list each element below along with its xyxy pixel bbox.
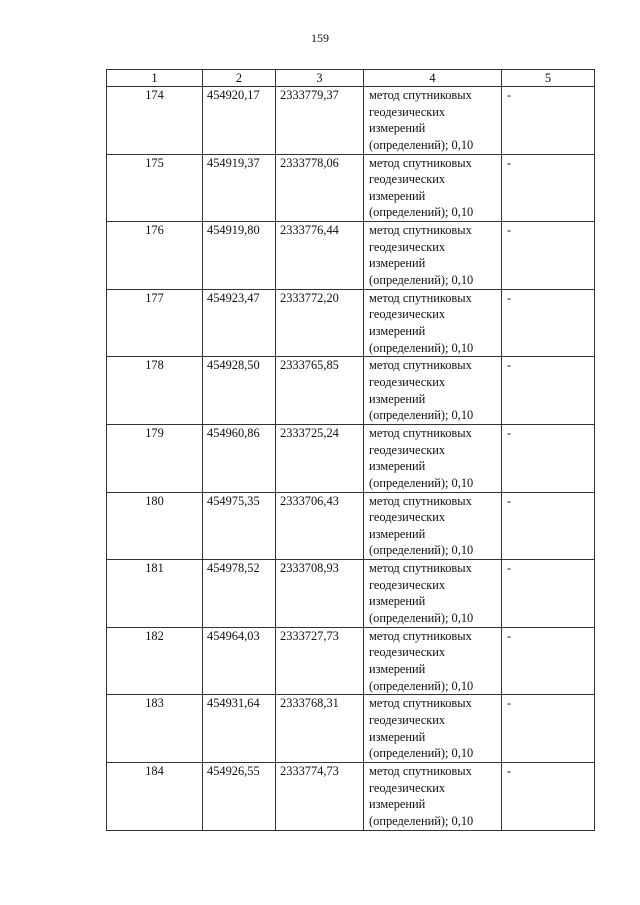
header-col-3: 3 [276,70,364,87]
method-line: измерений [369,797,426,812]
header-col-4: 4 [364,70,502,87]
note-cell: - [502,87,595,155]
method-line: (определений); 0,10 [369,746,474,761]
method-line: измерений [369,323,426,338]
note-cell: - [502,424,595,492]
method-line: измерений [369,594,426,609]
method-cell [364,492,502,560]
coordinate-x: 454926,55 [203,762,276,830]
method-cell [364,87,502,155]
method-line: метод спутниковых [369,696,472,711]
method-line: (определений); 0,10 [369,475,474,490]
coordinate-y: 2333779,37 [276,87,364,155]
method-line: метод спутниковых [369,290,472,305]
note-cell: - [502,627,595,695]
coordinate-x: 454923,47 [203,289,276,357]
table-row [107,357,595,425]
header-col-5: 5 [502,70,595,87]
method-line: геодезических [369,712,446,727]
method-cell [364,222,502,290]
method-line: геодезических [369,510,446,525]
note-cell: - [502,492,595,560]
point-number: 178 [107,357,203,425]
method-line: геодезических [369,374,446,389]
coordinates-table [106,69,595,831]
method-line: измерений [369,661,426,676]
coordinate-x: 454919,37 [203,154,276,222]
coordinate-y: 2333765,85 [276,357,364,425]
point-number: 183 [107,695,203,763]
page-number: 159 [311,31,329,45]
method-cell [364,560,502,628]
method-line: геодезических [369,645,446,660]
method-line: метод спутниковых [369,763,472,778]
method-line: метод спутниковых [369,425,472,440]
method-line: геодезических [369,780,446,795]
method-line: (определений); 0,10 [369,137,474,152]
method-line: метод спутниковых [369,628,472,643]
point-number: 176 [107,222,203,290]
method-line: геодезических [369,172,446,187]
method-cell [364,154,502,222]
method-cell [364,424,502,492]
note-cell: - [502,695,595,763]
coordinate-x: 454975,35 [203,492,276,560]
method-line: метод спутниковых [369,88,472,102]
coordinate-x: 454928,50 [203,357,276,425]
table-row [107,87,595,155]
coordinate-y: 2333727,73 [276,627,364,695]
coordinate-x: 454960,86 [203,424,276,492]
note-cell: - [502,289,595,357]
coordinate-x: 454978,52 [203,560,276,628]
method-line: (определений); 0,10 [369,543,474,558]
method-cell [364,357,502,425]
point-number: 177 [107,289,203,357]
note-cell: - [502,560,595,628]
method-cell [364,762,502,830]
table-row [107,560,595,628]
coordinate-y: 2333725,24 [276,424,364,492]
method-line: измерений [369,121,426,136]
method-line: (определений); 0,10 [369,205,474,220]
method-line: измерений [369,459,426,474]
coordinate-y: 2333774,73 [276,762,364,830]
table-header-row [107,70,595,87]
method-line: геодезических [369,104,446,119]
coordinate-y: 2333708,93 [276,560,364,628]
method-line: метод спутниковых [369,358,472,373]
method-line: (определений); 0,10 [369,678,474,693]
method-line: измерений [369,188,426,203]
coordinate-x: 454920,17 [203,87,276,155]
coordinate-x: 454931,64 [203,695,276,763]
method-line: измерений [369,256,426,271]
point-number: 174 [107,87,203,155]
method-cell [364,289,502,357]
method-line: измерений [369,729,426,744]
table-row [107,695,595,763]
table-row [107,222,595,290]
method-line: геодезических [369,307,446,322]
method-line: геодезических [369,442,446,457]
method-line: геодезических [369,577,446,592]
header-col-1: 1 [107,70,203,87]
method-cell [364,627,502,695]
method-cell [364,695,502,763]
method-line: геодезических [369,239,446,254]
coordinate-y: 2333768,31 [276,695,364,763]
coordinate-y: 2333778,06 [276,154,364,222]
method-line: (определений); 0,10 [369,813,474,828]
point-number: 181 [107,560,203,628]
method-line: (определений); 0,10 [369,408,474,423]
table-body [107,87,595,831]
method-line: (определений); 0,10 [369,340,474,355]
note-cell: - [502,357,595,425]
coordinate-y: 2333776,44 [276,222,364,290]
method-line: (определений); 0,10 [369,610,474,625]
coordinate-y: 2333706,43 [276,492,364,560]
point-number: 179 [107,424,203,492]
method-line: (определений); 0,10 [369,272,474,287]
point-number: 182 [107,627,203,695]
point-number: 180 [107,492,203,560]
method-line: метод спутниковых [369,561,472,576]
table-row [107,424,595,492]
table-row [107,762,595,830]
coordinate-x: 454964,03 [203,627,276,695]
point-number: 184 [107,762,203,830]
method-line: метод спутниковых [369,155,472,170]
method-line: измерений [369,391,426,406]
note-cell: - [502,222,595,290]
note-cell: - [502,762,595,830]
table-row [107,289,595,357]
point-number: 175 [107,154,203,222]
method-line: метод спутниковых [369,493,472,508]
coordinate-x: 454919,80 [203,222,276,290]
table-row [107,492,595,560]
method-line: метод спутниковых [369,223,472,238]
coordinate-y: 2333772,20 [276,289,364,357]
method-line: измерений [369,526,426,541]
table-row [107,154,595,222]
header-col-2: 2 [203,70,276,87]
table-row [107,627,595,695]
note-cell: - [502,154,595,222]
